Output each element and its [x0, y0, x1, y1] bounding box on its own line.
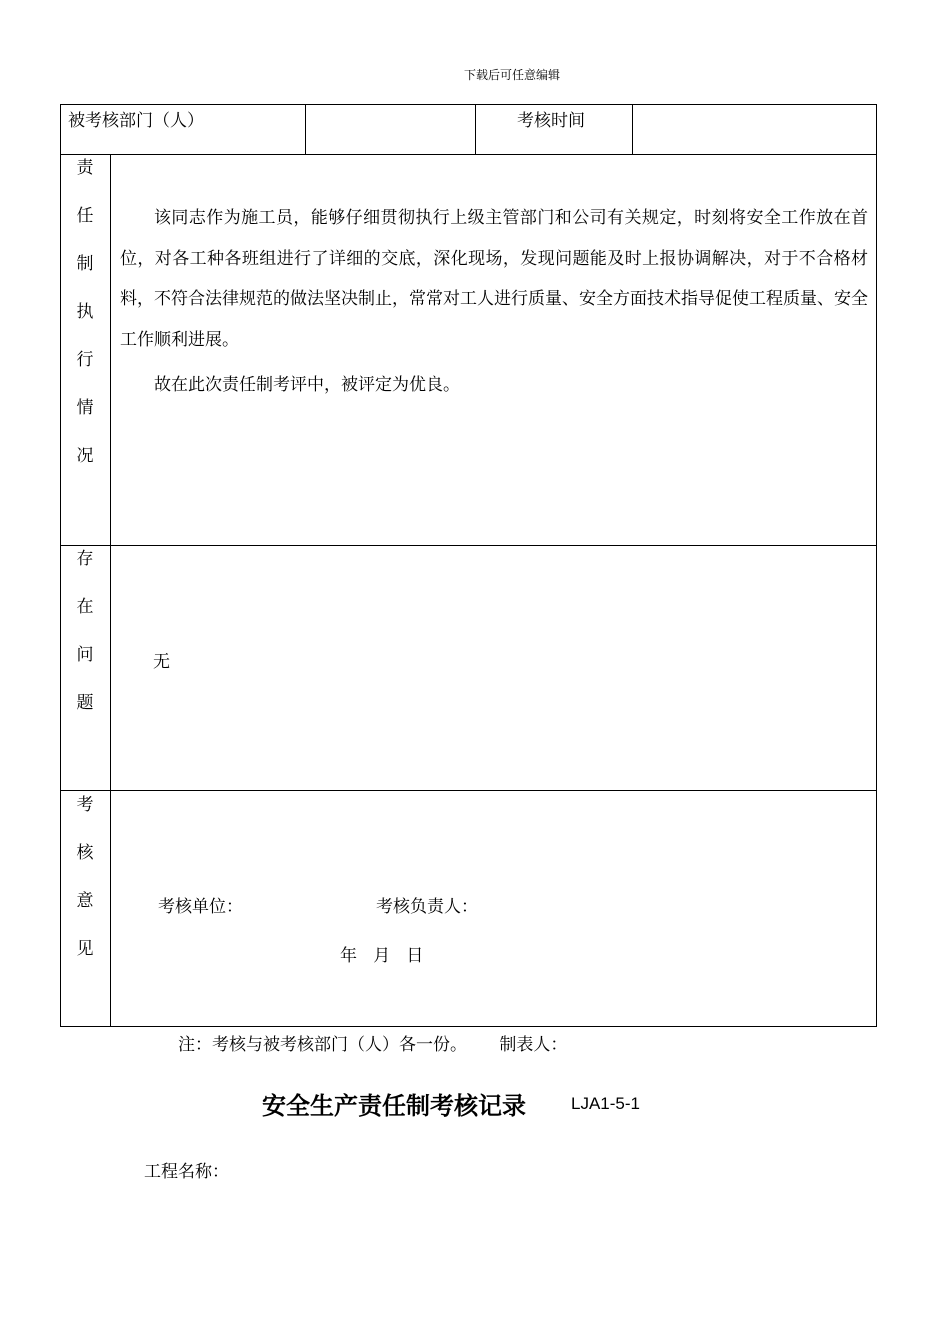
label-char: 况 — [76, 446, 94, 466]
label-char: 考 — [76, 795, 94, 815]
label-char: 问 — [76, 645, 94, 665]
table-border-right — [876, 104, 877, 1027]
record-title: 安全生产责任制考核记录 — [262, 1091, 526, 1120]
form-code: LJA1-5-1 — [571, 1094, 640, 1113]
table-row-divider — [60, 545, 877, 546]
section-label-responsibility — [60, 156, 110, 492]
table-border-top — [60, 104, 877, 105]
assessment-leader-label: 考核负责人： — [376, 897, 478, 917]
issues-content: 无 — [153, 652, 170, 672]
label-char: 题 — [76, 693, 94, 713]
table-label-col-divider — [110, 154, 111, 1027]
project-name-label: 工程名称： — [144, 1162, 229, 1182]
label-char: 责 — [76, 158, 94, 178]
label-char: 核 — [76, 843, 94, 863]
table-footnote: 注：考核与被考核部门（人）各一份。 制表人： — [178, 1035, 568, 1055]
label-char: 在 — [76, 597, 94, 617]
label-char: 行 — [76, 350, 94, 370]
table-border-bottom — [60, 1026, 877, 1027]
dept-label: 被考核部门（人） — [68, 111, 204, 131]
table-col-divider — [632, 104, 633, 155]
assessment-date: 年 月 日 — [340, 946, 424, 966]
label-char: 意 — [76, 891, 94, 911]
section-label-issues — [60, 547, 110, 739]
label-char: 任 — [76, 206, 94, 226]
section-label-opinion — [60, 793, 110, 985]
time-label: 考核时间 — [517, 111, 585, 131]
table-row-divider — [60, 154, 877, 155]
table-col-divider — [305, 104, 306, 155]
table-col-divider — [475, 104, 476, 155]
label-char: 情 — [76, 398, 94, 418]
label-char: 存 — [76, 549, 94, 569]
label-char: 制 — [76, 254, 94, 274]
header-note: 下载后可任意编辑 — [463, 68, 560, 82]
table-row-divider — [60, 790, 877, 791]
evaluation-conclusion: 故在此次责任制考评中，被评定为优良。 — [154, 375, 460, 395]
label-char: 见 — [76, 939, 94, 959]
label-char: 执 — [76, 302, 94, 322]
evaluation-paragraph: 该同志作为施工员，能够仔细贯彻执行上级主管部门和公司有关规定，时刻将安全工作放在首位，对各工种各班组进行了详细的交底，深化现场，发现问题能及时上报协调解决，对于不合格材料，不符合法律规范的做法坚决制止，常常对工人进行质量、安全方面技术指导促使工程质量、安全工作顺利进展。 — [120, 208, 868, 350]
assessment-unit-label: 考核单位： — [158, 897, 243, 917]
